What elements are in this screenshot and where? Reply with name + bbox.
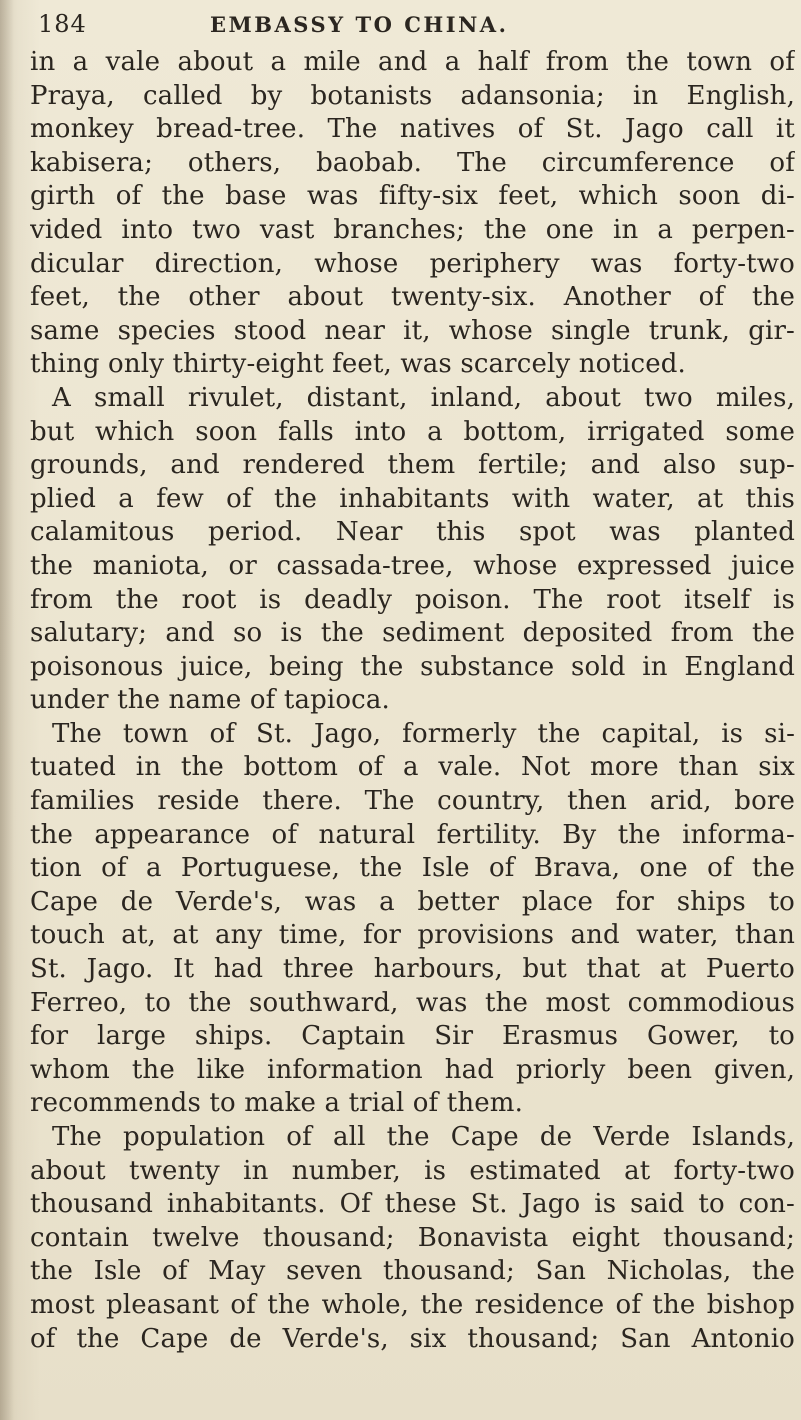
text-line: in a vale about a mile and a half from the town of	[30, 47, 795, 77]
text-line: dicular direction, whose periphery was forty-two	[30, 248, 795, 279]
text-line: kabisera; others, baobab. The circumference of	[30, 147, 795, 178]
text-line: same species stood near it, whose single trunk, gir-	[30, 315, 795, 346]
page-header	[38, 10, 778, 42]
text-line: contain twelve thousand; Bonavista eight thousand;	[30, 1222, 795, 1253]
text-line: but which soon falls into a bottom, irrigated some	[30, 416, 795, 447]
text-line: monkey bread-tree. The natives of St. Jago call it	[30, 114, 795, 145]
text-line: thousand inhabitants. Of these St. Jago is said to con-	[30, 1189, 795, 1220]
text-line: whom the like information had priorly been given,	[30, 1054, 795, 1085]
text-line: The population of all the Cape de Verde Islands,	[52, 1122, 795, 1152]
text-line: Ferreo, to the southward, was the most commodious	[30, 987, 795, 1018]
body-text	[30, 46, 795, 1356]
text-line: plied a few of the inhabitants with water, at this	[30, 483, 795, 514]
text-line: tuated in the bottom of a vale. Not more than six	[30, 752, 795, 783]
text-line: salutary; and so is the sediment deposited from the	[30, 618, 795, 649]
text-line: families reside there. The country, then arid, bore	[30, 786, 795, 817]
page-number: 184	[38, 10, 87, 38]
text-line: the maniota, or cassada-tree, whose expressed juice	[30, 550, 795, 581]
text-line: the Isle of May seven thousand; San Nicholas, the	[30, 1256, 795, 1287]
text-line: thing only thirty-eight feet, was scarcely noticed.	[30, 349, 686, 380]
text-line: calamitous period. Near this spot was planted	[30, 517, 795, 548]
text-line: under the name of tapioca.	[30, 685, 390, 716]
text-line: vided into two vast branches; the one in a perpen-	[30, 214, 795, 245]
text-line: feet, the other about twenty-six. Another of the	[30, 282, 795, 313]
running-title: EMBASSY TO CHINA.	[210, 12, 509, 37]
text-line: The town of St. Jago, formerly the capital, is si-	[52, 718, 795, 749]
text-line: St. Jago. It had three harbours, but that at Puerto	[30, 954, 795, 985]
gutter-shadow	[0, 0, 14, 1420]
text-line: girth of the base was fifty-six feet, which soon di-	[30, 181, 795, 212]
text-line: Praya, called by botanists adansonia; in English,	[30, 80, 795, 111]
text-line: touch at, at any time, for provisions and water, than	[30, 920, 795, 951]
text-line: grounds, and rendered them fertile; and also sup-	[30, 450, 795, 481]
text-line: from the root is deadly poison. The root itself is	[30, 584, 795, 615]
text-line: A small rivulet, distant, inland, about two miles,	[52, 382, 795, 413]
text-line: tion of a Portuguese, the Isle of Brava, one of the	[30, 853, 795, 884]
text-line: recommends to make a trial of them.	[30, 1088, 523, 1119]
text-line: the appearance of natural fertility. By the informa-	[30, 819, 795, 850]
text-line: Cape de Verde's, was a better place for ships to	[30, 886, 795, 917]
text-line: poisonous juice, being the substance sold in England	[30, 651, 795, 682]
text-line: most pleasant of the whole, the residence of the bishop	[30, 1289, 795, 1320]
text-line: about twenty in number, is estimated at forty-two	[30, 1155, 795, 1186]
text-line: for large ships. Captain Sir Erasmus Gower, to	[30, 1021, 795, 1052]
text-line: of the Cape de Verde's, six thousand; San Antonio	[30, 1323, 795, 1354]
